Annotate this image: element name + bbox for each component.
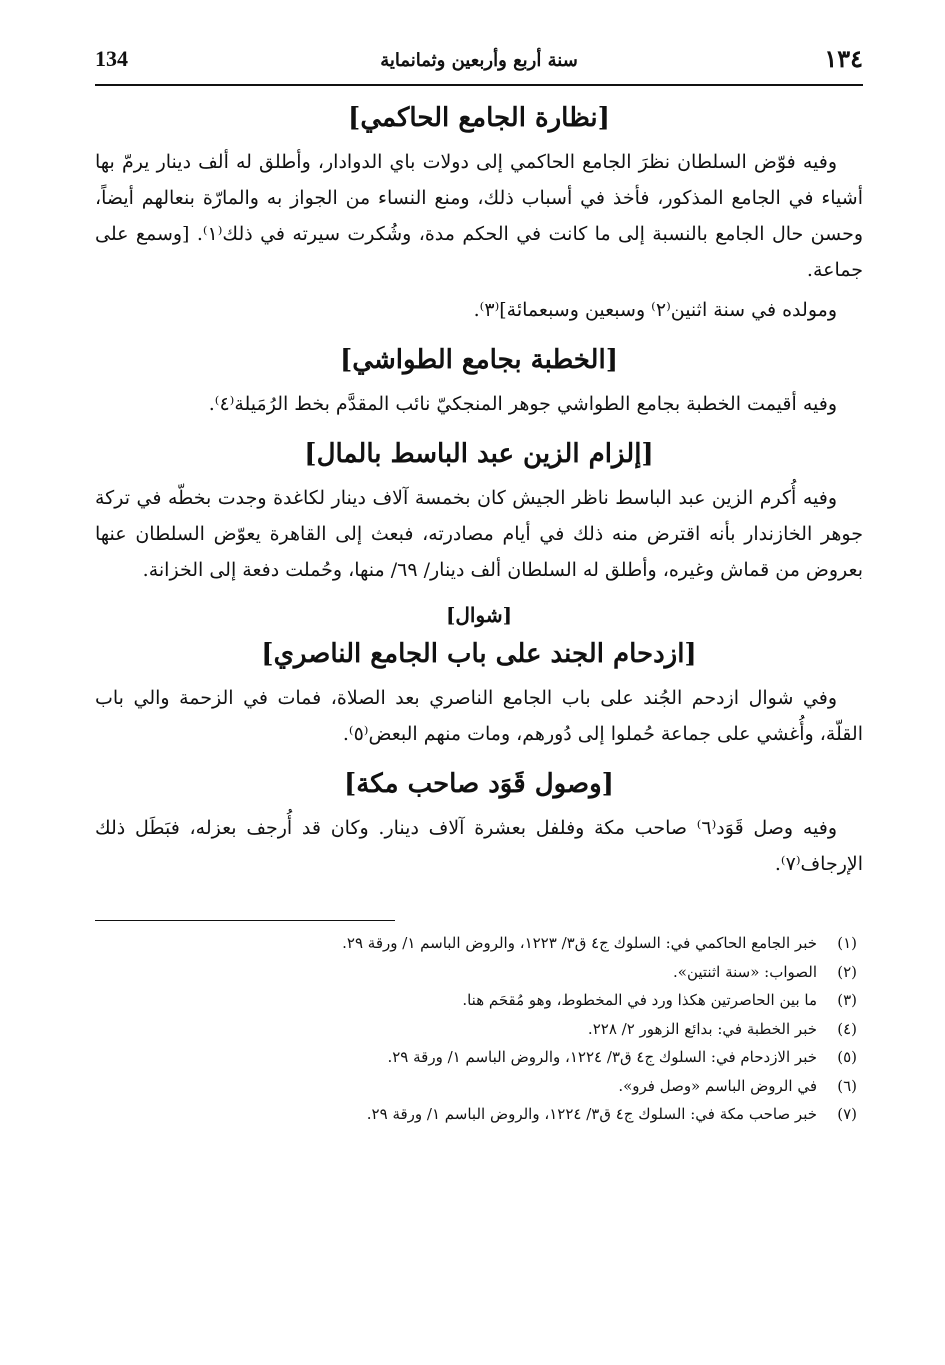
footnote (95, 1100, 863, 1129)
footnote-number: (٥) (837, 1048, 857, 1066)
paragraph: وفي شوال ازدحم الجُند على باب الجامع الناصري بعد الصلاة، فمات في الزحمة والي باب القلّة، وأُغشي على جماعة حُملوا إلى دُورهم، ومات منهم البعض⁽٥⁾. (95, 687, 863, 745)
page-number-latin: 134 (95, 46, 128, 71)
month-heading: [شوال] (445, 603, 513, 627)
footnote (95, 958, 863, 987)
footnote-text: خبر الجامع الحاكمي في: السلوك ج٤ ق٣/ ١٢٢٣، والروض الباسم ١/ ورقة ٢٩. (342, 934, 817, 952)
paragraph: وفيه وصل قَوَد⁽٦⁾ صاحب مكة وفلفل بعشرة آلاف دينار. وكان قد أُرجف بعزله، فبَطَل ذلك الإرجاف⁽٧⁾. (95, 817, 863, 875)
section-title: [نظارة الجامع الحاكمي] (348, 103, 610, 133)
footnote (95, 986, 863, 1015)
paragraph: وفيه أُكرم الزين عبد الباسط ناظر الجيش كان بخمسة آلاف دينار لكاغدة وجدت بخطّه في تركة جوهر الخازندار بأنه اقترض منه ذلك في أيام مصادرته، فبعث إلى القاهرة يعوّض السلطان عنها بعروض من قماش وغيره، وأطلق له السلطان ألف دينار/ ٦٩/ منها، وحُملت دفعة إلى الخزانة. (95, 487, 863, 581)
footnote (95, 1015, 863, 1044)
footnote-text: ما بين الحاصرتين هكذا ورد في المخطوط، وهو مُقحَم هنا. (462, 991, 817, 1009)
footnote (95, 1072, 863, 1101)
section-title: [الخطبة بجامع الطواشي] (339, 345, 619, 375)
footnote-text: خبر الازدحام في: السلوك ج٤ ق٣/ ١٢٢٤، والروض الباسم ١/ ورقة ٢٩. (387, 1048, 817, 1066)
running-title: سنة أربع وأربعين وثمانماية (380, 50, 578, 71)
footnote-text: خبر صاحب مكة في: السلوك ج٤ ق٣/ ١٢٢٤، والروض الباسم ١/ ورقة ٢٩. (366, 1105, 817, 1123)
paragraph: وفيه أقيمت الخطبة بجامع الطواشي جوهر المنجكيّ نائب المقدَّم بخط الرُمَيلة⁽٤⁾. (208, 393, 837, 415)
footnote-number: (٦) (837, 1076, 857, 1095)
footnote (95, 1043, 863, 1072)
footnote-number: (٤) (837, 1019, 857, 1038)
page-header (95, 38, 863, 86)
page-body (95, 96, 863, 882)
page-number-arabic: ١٣٤ (824, 44, 863, 73)
paragraph: ومولده في سنة اثنين⁽٢⁾ وسبعين وسبعمائة]⁽٣⁾. (473, 299, 837, 321)
footnote-text: في الروض الباسم «وصل فرو». (618, 1076, 817, 1095)
section-title: [ازدحام الجند على باب الجامع الناصري] (261, 639, 697, 669)
footnote-text: الصواب: «سنة اثنتين». (673, 962, 817, 981)
footnote-number: (٧) (837, 1105, 857, 1123)
footnotes (95, 929, 863, 1129)
section-title: [وصول قَوَد صاحب مكة] (344, 769, 614, 799)
footnote (95, 929, 863, 958)
footnote-number: (١) (837, 934, 857, 952)
section-title: [إلزام الزين عبد الباسط بالمال] (304, 439, 654, 469)
footnote-text: خبر الخطبة في: بدائع الزهور ٢/ ٢٢٨. (587, 1019, 817, 1038)
footnote-separator (95, 920, 395, 921)
footnote-number: (٣) (837, 991, 857, 1009)
paragraph: وفيه فوّض السلطان نظرَ الجامع الحاكمي إلى دولات باي الدوادار، وأطلق له ألف دينار يرمّ بها أشياء في الجامع المذكور، فأخذ في أسباب ذلك، ومنع النساء من الجواز به والمارّة بنعالهم أيضاً، وحسن حال الجامع بالنسبة إلى ما كانت في الحكم مدة، وشُكرت سيرته في ذلك⁽١⁾. [وسمع على جماعة. (95, 151, 863, 281)
footnote-number: (٢) (837, 962, 857, 981)
